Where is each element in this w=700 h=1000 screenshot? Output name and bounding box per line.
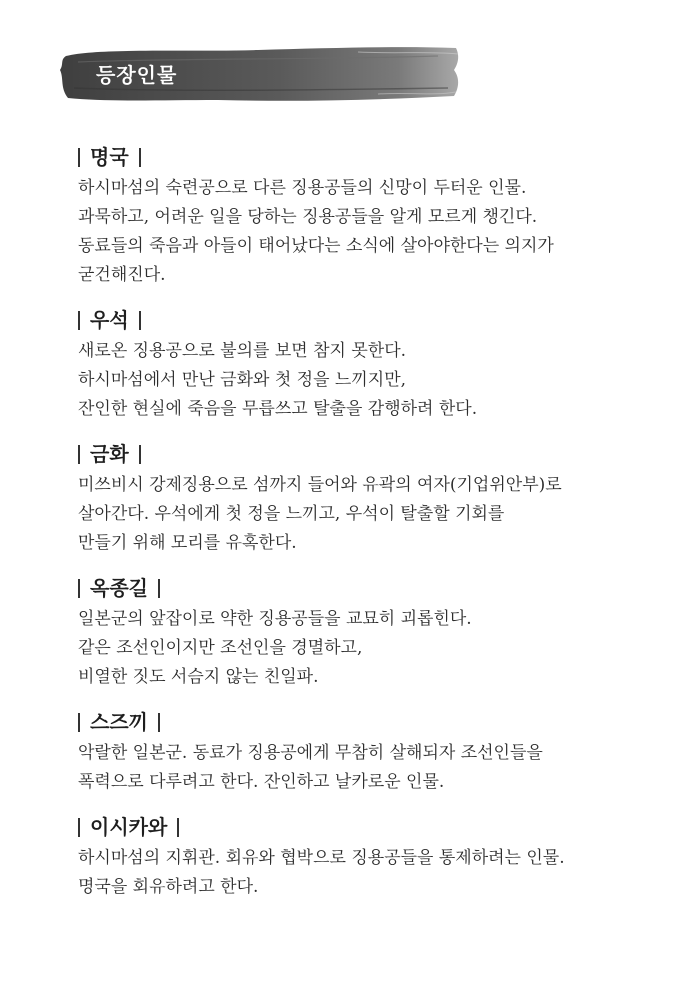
character-description-line: 악랄한 일본군. 동료가 징용공에게 무참히 살해되자 조선인들을: [78, 743, 543, 763]
character-name: 이시카와: [90, 815, 168, 839]
character-name: 우석: [90, 308, 129, 332]
character-description-line: 하시마섬의 숙련공으로 다른 징용공들의 신망이 두터운 인물.: [78, 178, 527, 198]
character-description-line: 일본군의 앞잡이로 약한 징용공들을 교묘히 괴롭힌다.: [78, 609, 472, 629]
character-description-line: 비열한 짓도 서슴지 않는 친일파.: [78, 667, 319, 687]
character-description-line: 굳건해진다.: [78, 265, 166, 285]
character-entry: [78, 303, 678, 424]
character-description-line: 살아간다. 우석에게 첫 정을 느끼고, 우석이 탈출할 기회를: [78, 504, 505, 524]
character-description-line: 만들기 위해 모리를 유혹한다.: [78, 533, 297, 553]
character-entry: [78, 705, 678, 797]
character-description-line: 명국을 회유하려고 한다.: [78, 877, 259, 897]
character-entry: [78, 810, 678, 902]
character-name: 옥종길: [90, 576, 148, 600]
section-header: [58, 42, 462, 104]
character-description-line: 잔인한 현실에 죽음을 무릅쓰고 탈출을 감행하려 한다.: [78, 399, 478, 419]
character-description-line: 하시마섬의 지휘관. 회유와 협박으로 징용공들을 통제하려는 인물.: [78, 848, 565, 868]
character-name-heading: [78, 705, 678, 739]
divider-bar: [158, 713, 160, 732]
character-description-line: 하시마섬에서 만난 금화와 첫 정을 느끼지만,: [78, 370, 407, 390]
character-description-line: 새로온 징용공으로 불의를 보면 참지 못한다.: [78, 341, 407, 361]
divider-bar: [78, 713, 80, 732]
divider-bar: [78, 445, 80, 464]
character-description-line: 과묵하고, 어려운 일을 당하는 징용공들을 알게 모르게 챙긴다.: [78, 207, 538, 227]
character-list: [78, 140, 678, 915]
divider-bar: [139, 311, 141, 330]
character-name-heading: [78, 571, 678, 605]
divider-bar: [78, 579, 80, 598]
divider-bar: [78, 148, 80, 167]
character-name-heading: [78, 437, 678, 471]
character-description-line: 폭력으로 다루려고 한다. 잔인하고 날카로운 인물.: [78, 772, 445, 792]
character-description-line: 미쓰비시 강제징용으로 섬까지 들어와 유곽의 여자(기업위안부)로: [78, 475, 562, 495]
character-entry: [78, 571, 678, 692]
character-name-heading: [78, 140, 678, 174]
divider-bar: [78, 311, 80, 330]
character-name: 스즈끼: [90, 710, 148, 734]
section-title: 등장인물: [96, 63, 178, 87]
divider-bar: [177, 818, 179, 837]
divider-bar: [139, 148, 141, 167]
character-name-heading: [78, 303, 678, 337]
character-entry: [78, 437, 678, 558]
character-name: 명국: [90, 145, 129, 169]
divider-bar: [78, 818, 80, 837]
character-description-line: 같은 조선인이지만 조선인을 경멸하고,: [78, 638, 363, 658]
character-name-heading: [78, 810, 678, 844]
divider-bar: [158, 579, 160, 598]
character-entry: [78, 140, 678, 290]
divider-bar: [139, 445, 141, 464]
character-name: 금화: [90, 442, 129, 466]
character-description-line: 동료들의 죽음과 아들이 태어났다는 소식에 살아야한다는 의지가: [78, 236, 554, 256]
